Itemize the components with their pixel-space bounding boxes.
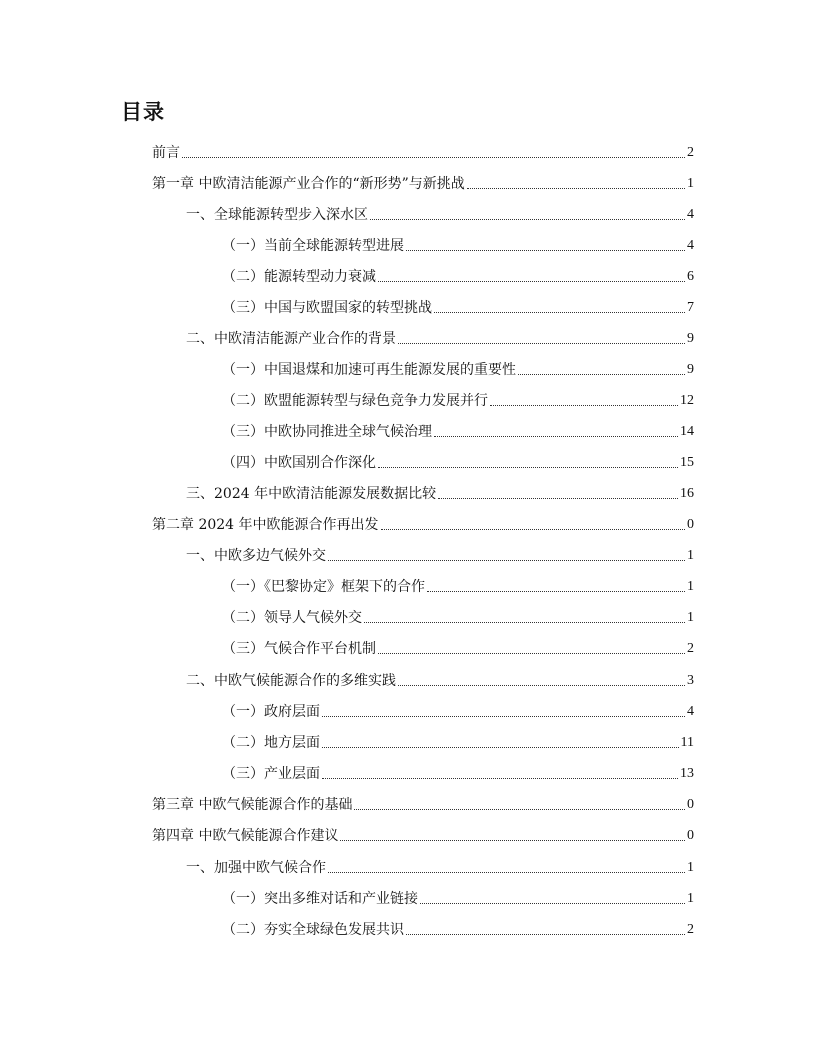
toc-dot-leader — [378, 653, 685, 654]
toc-entry-title: （一）突出多维对话和产业链接 — [222, 891, 418, 907]
toc-entry[interactable] — [222, 386, 694, 410]
toc-page-number: 0 — [687, 517, 694, 532]
toc-entry[interactable] — [152, 510, 694, 534]
toc-dot-leader — [378, 467, 678, 468]
toc-entry-title: （二）地方层面 — [222, 735, 320, 751]
toc-dot-leader — [322, 716, 685, 717]
toc-entry-title: （三）中欧协同推进全球气候治理 — [222, 424, 432, 440]
toc-entry[interactable] — [222, 572, 694, 596]
toc-page-number: 4 — [687, 704, 694, 719]
toc-page-number: 14 — [680, 424, 694, 439]
toc-entry[interactable] — [222, 884, 694, 908]
toc-entry[interactable] — [222, 603, 694, 627]
toc-entry-title: 一、全球能源转型步入深水区 — [186, 207, 368, 223]
toc-dot-leader — [182, 157, 685, 158]
toc-page-number: 4 — [687, 238, 694, 253]
toc-page-number: 7 — [687, 300, 694, 315]
toc-entry-title: （一）中国退煤和加速可再生能源发展的重要性 — [222, 362, 516, 378]
toc-entry[interactable] — [222, 759, 694, 783]
toc-entry-title: （一）《巴黎协定》框架下的合作 — [222, 579, 425, 595]
toc-page-number: 0 — [687, 797, 694, 812]
toc-entry-title: 二、中欧气候能源合作的多维实践 — [186, 673, 396, 689]
toc-page-number: 1 — [687, 579, 694, 594]
toc-page-number: 1 — [687, 860, 694, 875]
toc-entry[interactable] — [186, 541, 694, 565]
toc-entry-title: 第四章 中欧气候能源合作建议 — [152, 828, 339, 844]
toc-page-number: 1 — [687, 610, 694, 625]
toc-entry-title: 二、中欧清洁能源产业合作的背景 — [186, 331, 396, 347]
toc-dot-leader — [322, 778, 678, 779]
toc-entry[interactable] — [186, 324, 694, 348]
toc-entry-title: 三、2024 年中欧清洁能源发展数据比较 — [186, 486, 437, 502]
toc-page-number: 11 — [680, 735, 694, 750]
toc-page-number: 2 — [687, 145, 694, 160]
toc-entry[interactable] — [222, 231, 694, 255]
toc-entry-title: （三）气候合作平台机制 — [222, 641, 376, 657]
toc-entry[interactable] — [222, 915, 694, 939]
toc-entry[interactable] — [222, 355, 694, 379]
toc-page-number: 2 — [687, 922, 694, 937]
toc-entry[interactable] — [152, 138, 694, 162]
toc-dot-leader — [398, 343, 685, 344]
toc-entry-title: 第二章 2024 年中欧能源合作再出发 — [152, 517, 379, 533]
toc-dot-leader — [340, 840, 685, 841]
toc-entry-title: （二）夯实全球绿色发展共识 — [222, 922, 404, 938]
toc-entry[interactable] — [222, 293, 694, 317]
toc-dot-leader — [406, 250, 685, 251]
toc-page-number: 9 — [687, 331, 694, 346]
toc-dot-leader — [381, 529, 685, 530]
toc-entry[interactable] — [186, 200, 694, 224]
toc-entry[interactable] — [152, 821, 694, 845]
toc-entry-title: （三）中国与欧盟国家的转型挑战 — [222, 300, 432, 316]
toc-entry[interactable] — [222, 697, 694, 721]
toc-entry-title: 前言 — [152, 145, 180, 161]
toc-entry[interactable] — [222, 262, 694, 286]
toc-entry[interactable] — [186, 666, 694, 690]
toc-entry-title: 第一章 中欧清洁能源产业合作的“新形势”与新挑战 — [152, 176, 465, 192]
toc-page-number: 3 — [687, 673, 694, 688]
toc-entry[interactable] — [186, 479, 694, 503]
toc-entry[interactable] — [222, 634, 694, 658]
toc-dot-leader — [370, 219, 685, 220]
toc-page-number: 4 — [687, 207, 694, 222]
toc-entry[interactable] — [152, 169, 694, 193]
toc-dot-leader — [322, 747, 679, 748]
toc-entry[interactable] — [186, 853, 694, 877]
toc-dot-leader — [406, 934, 685, 935]
toc-page-number: 2 — [687, 641, 694, 656]
toc-page-number: 9 — [687, 362, 694, 377]
toc-page-number: 16 — [680, 486, 694, 501]
toc-page-number: 13 — [680, 766, 694, 781]
toc-entry-title: （一）当前全球能源转型进展 — [222, 238, 404, 254]
toc-page-number: 12 — [680, 393, 694, 408]
toc-dot-leader — [364, 622, 685, 623]
toc-dot-leader — [354, 809, 685, 810]
toc-entry-title: 第三章 中欧气候能源合作的基础 — [152, 797, 353, 813]
toc-entry-title: （二）能源转型动力衰减 — [222, 269, 376, 285]
toc-dot-leader — [518, 374, 685, 375]
toc-dot-leader — [467, 188, 685, 189]
toc-dot-leader — [434, 312, 685, 313]
toc-entry-title: （二）欧盟能源转型与绿色竞争力发展并行 — [222, 393, 488, 409]
toc-entry-title: （三）产业层面 — [222, 766, 320, 782]
toc-entry[interactable] — [222, 417, 694, 441]
toc-page-number: 1 — [687, 548, 694, 563]
toc-dot-leader — [398, 685, 685, 686]
toc-entry[interactable] — [222, 728, 694, 752]
toc-dot-leader — [378, 281, 685, 282]
toc-entry-title: （二）领导人气候外交 — [222, 610, 362, 626]
toc-dot-leader — [420, 903, 685, 904]
toc-entry[interactable] — [222, 448, 694, 472]
page-title: 目录 — [121, 100, 165, 124]
toc-page-number: 0 — [687, 828, 694, 843]
toc-page-number: 6 — [687, 269, 694, 284]
toc-dot-leader — [427, 591, 685, 592]
toc-dot-leader — [328, 872, 685, 873]
toc-entry-title: （四）中欧国别合作深化 — [222, 455, 376, 471]
toc-entry-title: 一、中欧多边气候外交 — [186, 548, 326, 564]
toc-entry[interactable] — [152, 790, 694, 814]
toc-page-number: 15 — [680, 455, 694, 470]
toc-page-number: 1 — [687, 891, 694, 906]
toc-dot-leader — [490, 405, 678, 406]
toc-dot-leader — [328, 560, 685, 561]
toc-entry-title: （一）政府层面 — [222, 704, 320, 720]
toc-page-number: 1 — [687, 176, 694, 191]
toc-dot-leader — [438, 498, 678, 499]
toc-dot-leader — [434, 436, 678, 437]
toc-entry-title: 一、加强中欧气候合作 — [186, 860, 326, 876]
